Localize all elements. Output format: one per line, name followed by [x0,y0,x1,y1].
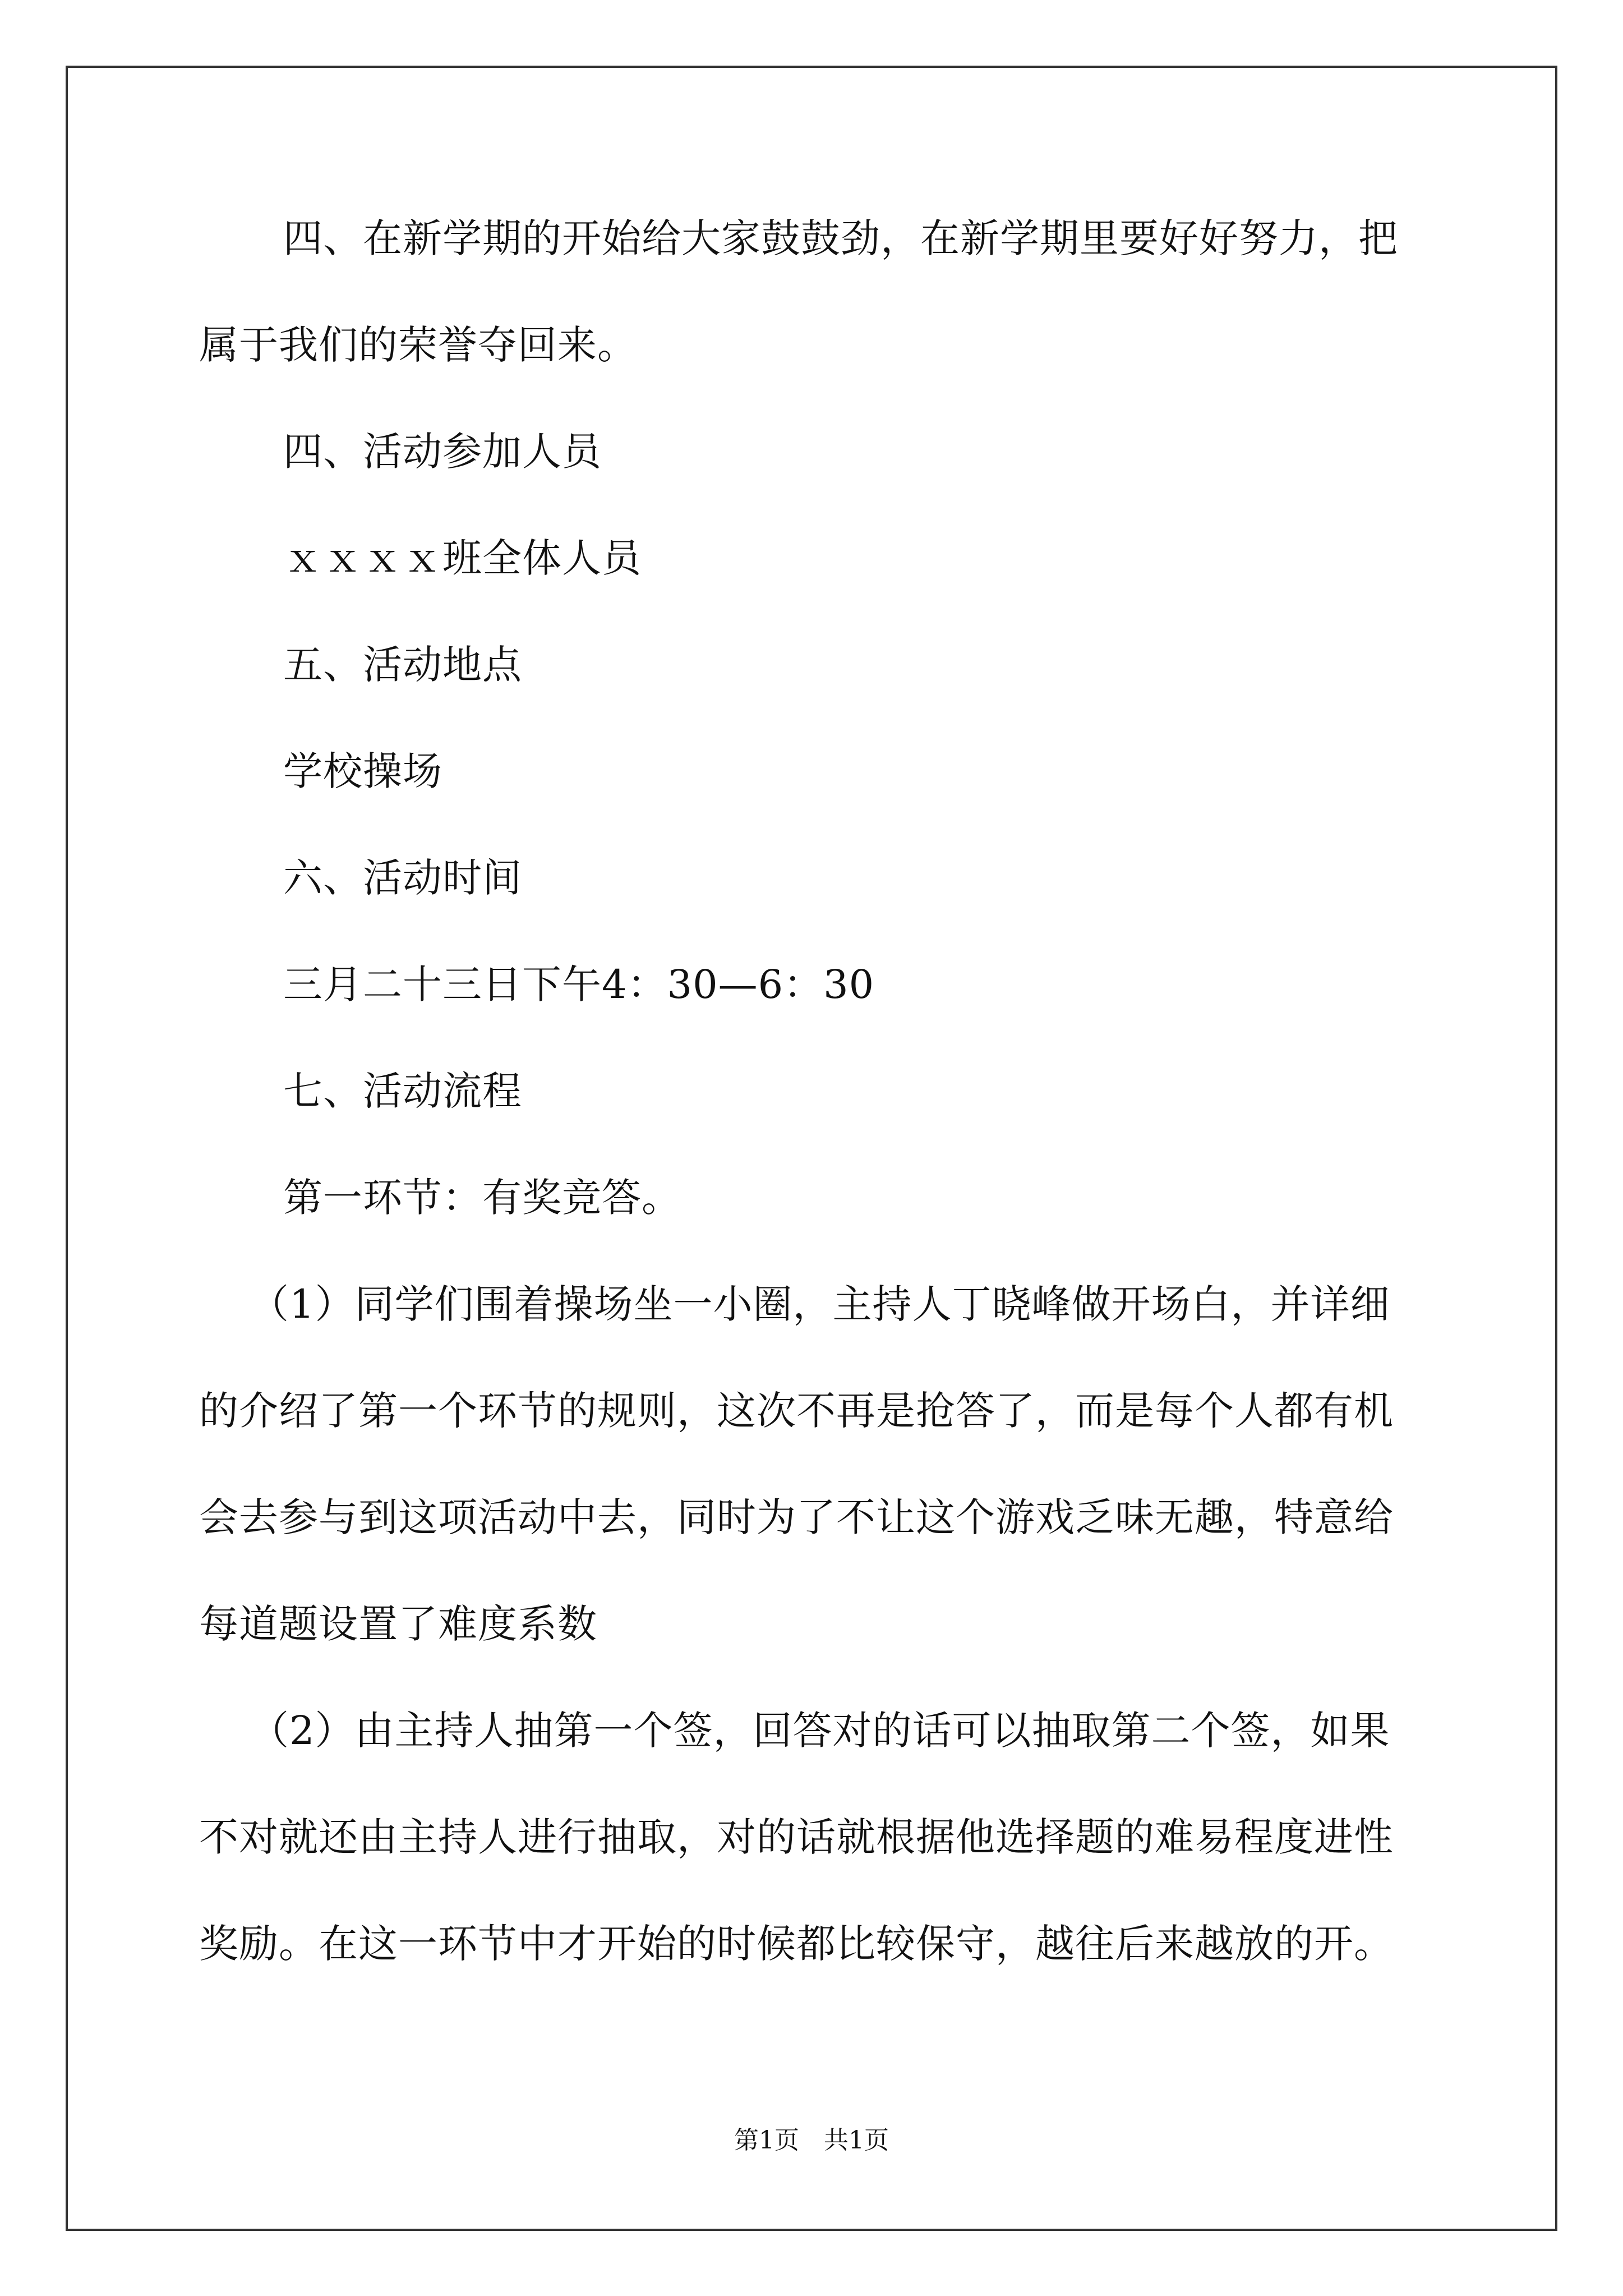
paragraph-line: 四、在新学期的开始给大家鼓鼓劲，在新学期里要好好努力，把 [283,215,1398,261]
paragraph-line: （1）同学们围着操场坐一小圈，主持人丁晓峰做开场白，并详细 [250,1281,1390,1327]
paragraph-line: 学校操场 [283,748,442,794]
paragraph-line: 奖励。在这一环节中才开始的时候都比较保守，越往后来越放的开。 [199,1921,1394,1967]
section-heading: 四、活动参加人员 [283,429,602,475]
section-heading: 五、活动地点 [283,642,522,688]
paragraph-line: 第一环节：有奖竞答。 [283,1175,681,1221]
paragraph-line: 不对就还由主持人进行抽取，对的话就根据他选择题的难易程度进性 [199,1814,1394,1860]
page-border [66,66,1557,2231]
paragraph-line: 会去参与到这项活动中去，同时为了不让这个游戏乏味无趣，特意给 [199,1494,1394,1540]
paragraph-line: （2）由主持人抽第一个签，回答对的话可以抽取第二个签，如果 [250,1708,1390,1754]
page-footer: 第1页 共1页 [734,2126,889,2155]
paragraph-line: 属于我们的荣誉夺回来。 [199,322,637,368]
section-heading: 六、活动时间 [283,855,522,901]
section-heading: 七、活动流程 [283,1068,522,1114]
paragraph-line: 的介绍了第一个环节的规则，这次不再是抢答了，而是每个人都有机 [199,1388,1394,1434]
paragraph-line: 每道题设置了难度系数 [199,1601,597,1647]
paragraph-line: 三月二十三日下午4：30—6：30 [283,961,875,1007]
paragraph-line: ｘｘｘｘ班全体人员 [283,535,642,581]
